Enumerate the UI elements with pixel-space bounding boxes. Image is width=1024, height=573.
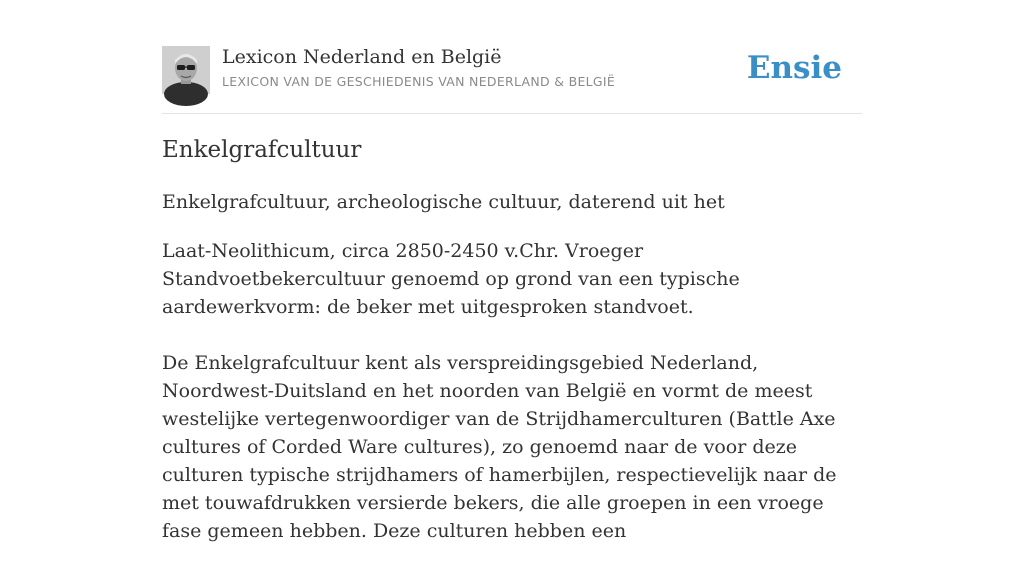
person-portrait-icon	[162, 46, 210, 94]
site-title[interactable]: Lexicon Nederland en België	[222, 46, 502, 68]
article-title: Enkelgrafcultuur	[162, 137, 362, 163]
article-body	[162, 237, 867, 573]
article-paragraph: De Enkelgrafcultuur kent als verspreidingsgebied Nederland, Noordwest-Duitsland en het noorden van België en vormt de meest westelijke vertegenwoordiger van de Strijdhamerculturen (Battle Axe cultures of Corded Ware cultures), zo genoemd naar de voor deze culturen typische strijdhamers of hamerbijlen, respectievelijk naar de met touwafdrukken versierde bekers, die alle groepen in een vroege fase gemeen hebben. Deze culturen hebben een	[162, 352, 837, 542]
author-avatar[interactable]	[162, 46, 210, 94]
site-header	[162, 46, 862, 96]
ensie-logo-link[interactable]: Ensie	[746, 50, 842, 86]
header-divider	[162, 113, 862, 114]
article-lead: Enkelgrafcultuur, archeologische cultuur, daterend uit het	[162, 191, 725, 213]
article-paragraph: Laat-Neolithicum, circa 2850-2450 v.Chr. Vroeger Standvoetbekercultuur genoemd op grond van een typische aardewerkvorm: de beker met uitgesproken standvoet.	[162, 240, 740, 318]
site-subtitle: LEXICON VAN DE GESCHIEDENIS VAN NEDERLAND & BELGIË	[222, 74, 616, 89]
